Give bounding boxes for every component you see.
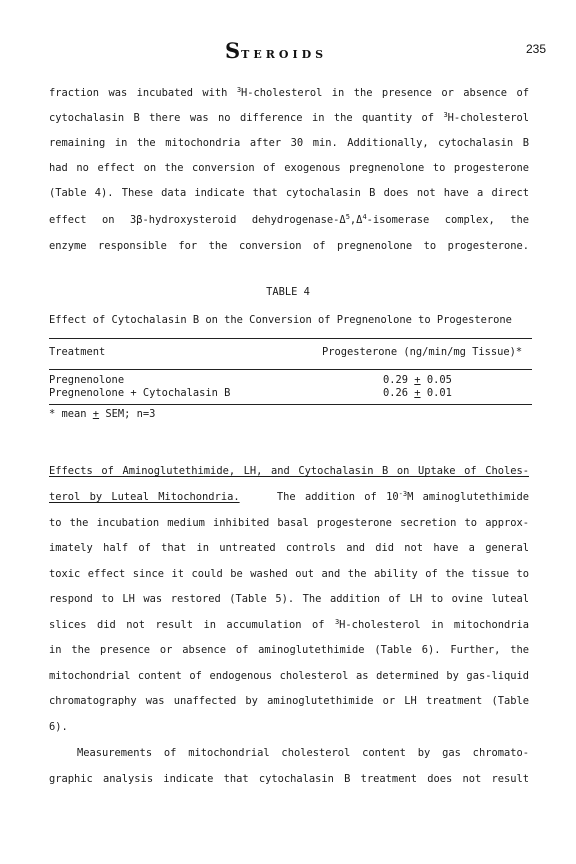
plus-minus: + (414, 374, 421, 386)
table-row-2-treatment: Pregnenolone + Cytochalasin B (49, 387, 231, 399)
text-line: enzyme responsible for the conversion of pregnenolone to progesterone. (49, 240, 529, 252)
text-span: slices did not result in accumulation of (49, 619, 335, 631)
table-row-1-treatment: Pregnenolone (49, 374, 125, 386)
plus-minus: + (414, 387, 421, 399)
sem-value: 0.01 (426, 387, 452, 399)
text-line: respond to LH was restored (Table 5). The addition of LH to ovine luteal (49, 593, 529, 605)
journal-title (225, 38, 327, 63)
text-line: chromatography was unaffected by aminoglutethimide or LH treatment (Table (49, 695, 529, 707)
text-line: (Table 4). These data indicate that cytochalasin B does not have a direct (49, 187, 529, 199)
table-header-rule (49, 369, 532, 370)
superscript: 4 (362, 213, 367, 221)
section-heading-line-2: terol by Luteal Mitochondria. (49, 491, 240, 503)
journal-rest: TEROIDS (241, 48, 328, 61)
table-row-1-value (383, 374, 452, 387)
text-line: Measurements of mitochondrial cholesterol content by gas chromato- (77, 747, 529, 759)
text-span: The addition of 10 (276, 491, 399, 503)
text-span: cytochalasin B there was no difference in the quantity of (49, 112, 444, 124)
text-line: toxic effect since it could be washed out and the ability of the tissue to (49, 568, 529, 580)
text-span: H-cholesterol in the presence or absence of (241, 87, 529, 99)
section-heading-line-1: Effects of Aminoglutethimide, LH, and Cytochalasin B on Uptake of Choles- (49, 465, 529, 477)
superscript: -3 (398, 490, 408, 498)
table-header-value: Progesterone (ng/min/mg Tissue)* (322, 346, 523, 358)
text-line: mitochondrial content of endogenous cholesterol as determined by gas-liquid (49, 670, 529, 682)
text-line (49, 490, 529, 504)
table-top-rule (49, 338, 532, 339)
mean-value: 0.29 (383, 374, 409, 386)
text-span: -isomerase complex, the (366, 214, 529, 226)
table-label: TABLE 4 (266, 286, 310, 298)
table-header-treatment: Treatment (49, 346, 106, 358)
text-span: SEM; n=3 (99, 408, 156, 420)
text-line: 6). (49, 721, 68, 733)
superscript: 3 (334, 618, 340, 626)
text-span: effect on 3β-hydroxysteroid dehydrogenase-Δ (49, 214, 346, 226)
superscript: 5 (345, 213, 350, 221)
journal-initial: S (225, 38, 242, 63)
text-line (49, 111, 529, 125)
text-line (49, 213, 529, 227)
running-header (0, 38, 576, 63)
text-line: graphic analysis indicate that cytochalasin B treatment does not result (49, 773, 529, 785)
text-line: to the incubation medium inhibited basal progesterone secretion to approx- (49, 517, 529, 529)
plus-minus: + (92, 408, 100, 420)
superscript: 3 (443, 111, 448, 119)
table-footnote (49, 408, 155, 421)
text-span: H-cholesterol in mitochondria (339, 619, 530, 631)
mean-value: 0.26 (383, 387, 409, 399)
text-span: H-cholesterol (447, 112, 529, 124)
text-span: ,Δ (349, 214, 363, 226)
text-line (49, 618, 529, 632)
text-line: imately half of that in untreated controls and did not have a general (49, 542, 529, 554)
table-bottom-rule (49, 404, 532, 405)
text-line: in the presence or absence of aminoglutethimide (Table 6). Further, the (49, 644, 529, 656)
text-span: M aminoglutethimide (407, 491, 529, 503)
text-span: * mean (49, 408, 93, 420)
text-line: remaining in the mitochondria after 30 min. Additionally, cytochalasin B (49, 137, 529, 149)
table-row-2-value (383, 387, 452, 400)
superscript: 3 (236, 86, 242, 94)
text-span: fraction was incubated with (49, 87, 237, 99)
sem-value: 0.05 (426, 374, 452, 386)
text-line (49, 86, 529, 100)
table-caption: Effect of Cytochalasin B on the Conversion of Pregnenolone to Progesterone (49, 314, 512, 326)
page-number: 235 (525, 42, 546, 56)
text-line: had no effect on the conversion of exogenous pregnenolone to progesterone (49, 162, 529, 174)
